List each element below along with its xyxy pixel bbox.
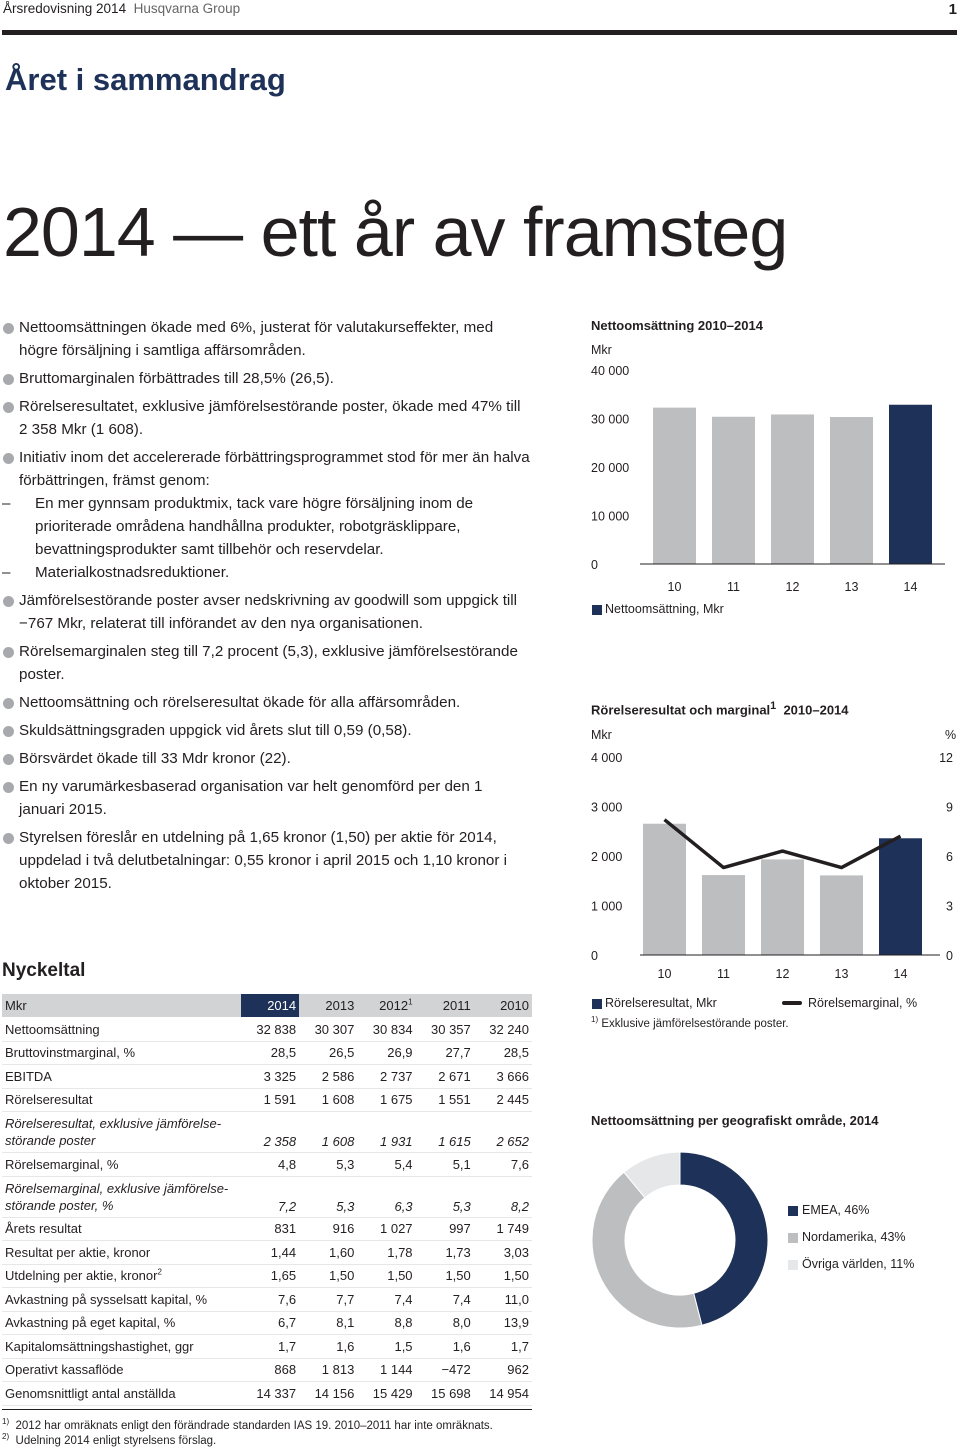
table-cell: 5,4	[357, 1153, 415, 1177]
chart2-legend-bar-label: Rörelseresultat, Mkr	[605, 996, 717, 1010]
table-row-label: Resultat per aktie, kronor	[2, 1241, 241, 1265]
bullet-dot-icon	[3, 726, 14, 737]
chart3-legend-nordamerika: Nordamerika, 43%	[802, 1230, 906, 1244]
sub-bullet-group	[2, 492, 532, 584]
chart1-bar	[771, 414, 814, 564]
chart2-y2tick: 3	[946, 899, 953, 914]
table-row-label: Rörelseresultat	[2, 1088, 241, 1112]
chart1-legend-label: Nettoomsättning, Mkr	[605, 602, 724, 616]
table-cell: 1 591	[241, 1088, 299, 1112]
table-cell: 1 931	[357, 1112, 415, 1153]
table-cell: 1 749	[474, 1217, 532, 1241]
table-row-label: Avkastning på sysselsatt kapital, %	[2, 1288, 241, 1312]
table-cell: 1 615	[416, 1112, 474, 1153]
table-cell: 27,7	[416, 1041, 474, 1065]
chart1-bar	[889, 405, 932, 564]
table-cell: 1 144	[357, 1358, 415, 1382]
bullet-item: Nettoomsättningen ökade med 6%, justerat för valutakurseffekter, med högre försäljning i samtliga affärsområden.	[2, 316, 532, 362]
table-cell: 1 675	[357, 1088, 415, 1112]
chart2-ytick: 2 000	[591, 850, 623, 864]
bullet-item: Styrelsen föreslår en utdelning på 1,65 kronor (1,50) per aktie för 2014, uppdelad i två delutbetalningar: 0,55 kronor i april 2015 och 1,10 kronor i oktober 2015.	[2, 826, 532, 895]
table-cell: 30 357	[416, 1018, 474, 1042]
bullet-item: Bruttomarginalen förbättrades till 28,5% (26,5).	[2, 367, 532, 390]
table-row-label: Rörelsemarginal, exklusive jämförelse-störande poster, %	[2, 1176, 241, 1217]
table-cell: 1 551	[416, 1088, 474, 1112]
table-cell: 26,9	[357, 1041, 415, 1065]
chart1-title: Nettoomsättning 2010–2014	[591, 318, 763, 333]
table-row-label: Bruttovinstmarginal, %	[2, 1041, 241, 1065]
summary-bullets	[2, 316, 532, 900]
table-cell: 7,4	[357, 1288, 415, 1312]
chart3-legend-emea: EMEA, 46%	[802, 1203, 870, 1217]
table-cell: 1,60	[299, 1241, 357, 1265]
bullet-item: Nettoomsättning och rörelseresultat ökade för alla affärsområden.	[2, 691, 532, 714]
chart2-ytick: 4 000	[591, 751, 623, 765]
table-cell: 2 358	[241, 1112, 299, 1153]
chart1-ytick: 20 000	[591, 461, 630, 475]
table-row-label: Nettoomsättning	[2, 1018, 241, 1042]
table-row-label: Operativt kassaflöde	[2, 1358, 241, 1382]
chart3-svg	[590, 1150, 770, 1330]
table-cell: 26,5	[299, 1041, 357, 1065]
table-cell: 2 586	[299, 1065, 357, 1089]
chart1-bar	[653, 408, 696, 564]
table-cell: 14 337	[241, 1382, 299, 1406]
table-row	[2, 1018, 532, 1042]
table-cell: 32 240	[474, 1018, 532, 1042]
table-cell: 7,7	[299, 1288, 357, 1312]
table-row-label: Genomsnittligt antal anställda	[2, 1382, 241, 1406]
bullet-dot-icon	[3, 647, 14, 658]
table-cell: 1,50	[416, 1264, 474, 1288]
bullet-item: Initiativ inom det accelererade förbättringsprogrammet stod för mer än halva förbättringen, främst genom:	[2, 446, 532, 492]
table-cell: 13,9	[474, 1311, 532, 1335]
company-name: Husqvarna Group	[133, 1, 241, 16]
table-cell: 1,6	[299, 1335, 357, 1359]
table-row	[2, 1112, 532, 1153]
sub-bullet-item: – En mer gynnsam produktmix, tack vare högre försäljning inom de prioriterade områdena handhållna produkter, robotgräsklippare, bevattningsprodukter samt tillbehör och reservdelar.	[2, 492, 532, 561]
table-row	[2, 1288, 532, 1312]
chart1-ytick: 0	[591, 558, 598, 572]
table-cell: 8,1	[299, 1311, 357, 1335]
chart2-bar	[761, 859, 804, 955]
table-cell: 916	[299, 1217, 357, 1241]
table-cell: 30 307	[299, 1018, 357, 1042]
table-row	[2, 1065, 532, 1089]
table-cell: 1,50	[299, 1264, 357, 1288]
table-cell: 1,78	[357, 1241, 415, 1265]
chart1-xtick: 13	[844, 580, 859, 594]
table-header-year: 2013	[299, 994, 357, 1018]
dash-mark: –	[2, 564, 11, 581]
table-row	[2, 1041, 532, 1065]
table-cell: 1,65	[241, 1264, 299, 1288]
chart2-ylabel: Mkr	[591, 728, 612, 742]
table-header-row	[2, 994, 532, 1018]
table-cell: 5,3	[299, 1176, 357, 1217]
chart1-xtick: 12	[785, 580, 800, 594]
table-cell: 8,8	[357, 1311, 415, 1335]
chart3-legend-swatch-ovriga	[788, 1260, 798, 1270]
table-cell: 962	[474, 1358, 532, 1382]
table-row	[2, 1311, 532, 1335]
chart2-legend-line-swatch	[782, 1001, 802, 1005]
table-row-label: Avkastning på eget kapital, %	[2, 1311, 241, 1335]
table-row	[2, 1264, 532, 1288]
table-cell: 1,7	[474, 1335, 532, 1359]
table-header-label: Mkr	[2, 994, 241, 1018]
chart2-bar	[820, 875, 863, 955]
chart2-bar	[643, 824, 686, 955]
table-cell: 831	[241, 1217, 299, 1241]
table-cell: 28,5	[474, 1041, 532, 1065]
chart1-legend-swatch	[592, 605, 602, 615]
table-cell: 1,5	[357, 1335, 415, 1359]
chart2-legend-bar-swatch	[592, 999, 602, 1009]
chart1-ytick: 30 000	[591, 412, 630, 427]
table-cell: 3 325	[241, 1065, 299, 1089]
table-cell: 1 608	[299, 1112, 357, 1153]
chart2-xtick: 14	[893, 967, 908, 981]
chart1-xtick: 11	[727, 580, 740, 594]
chart2-y2tick: 6	[946, 850, 953, 864]
table-cell: 6,7	[241, 1311, 299, 1335]
chart1-ytick: 40 000	[591, 364, 630, 378]
chart2-svg	[585, 745, 960, 985]
table-cell: 28,5	[241, 1041, 299, 1065]
chart2-xtick: 12	[775, 967, 790, 981]
chart1-svg	[585, 360, 945, 600]
table-header-year: 2011	[416, 994, 474, 1018]
bullet-dot-icon	[3, 754, 14, 765]
table-row-label: Utdelning per aktie, kronor$^2$	[2, 1264, 241, 1288]
table-cell: 1 813	[299, 1358, 357, 1382]
table-cell: 3,03	[474, 1241, 532, 1265]
bullet-item: Börsvärdet ökade till 33 Mdr kronor (22).	[2, 747, 532, 770]
table-cell: 4,8	[241, 1153, 299, 1177]
table-cell: 2 671	[416, 1065, 474, 1089]
bullet-item: Jämförelsestörande poster avser nedskrivning av goodwill som uppgick till −767 Mkr, relaterat till införandet av den nya organisationen.	[2, 589, 532, 635]
table-cell: 5,1	[416, 1153, 474, 1177]
chart2-ytick: 3 000	[591, 800, 623, 815]
chart2-y2label: %	[945, 728, 957, 742]
table-cell: 1,6	[416, 1335, 474, 1359]
table-cell: 2 737	[357, 1065, 415, 1089]
table-cell: 2 652	[474, 1112, 532, 1153]
table-cell: 997	[416, 1217, 474, 1241]
chart3-legend-ovriga: Övriga världen, 11%	[802, 1257, 915, 1271]
chart2-y2tick: 9	[946, 800, 953, 815]
table-row	[2, 1358, 532, 1382]
table-cell: 5,3	[299, 1153, 357, 1177]
table-row	[2, 1176, 532, 1217]
document-title: Årsredovisning 2014 Husqvarna Group	[3, 1, 241, 16]
bullet-dot-icon	[3, 453, 14, 464]
table-row-label: Rörelsemarginal, %	[2, 1153, 241, 1177]
table-cell: 1,50	[357, 1264, 415, 1288]
sub-bullet-item: – Materialkostnadsreduktioner.	[2, 561, 532, 584]
table-cell: 2 445	[474, 1088, 532, 1112]
chart2-xtick: 13	[834, 967, 849, 981]
table-bottom-rule	[2, 1409, 532, 1410]
table-cell: 5,3	[416, 1176, 474, 1217]
table-cell: 868	[241, 1358, 299, 1382]
bullet-item: Skuldsättningsgraden uppgick vid årets slut till 0,59 (0,58).	[2, 719, 532, 742]
footnote-1: $^{1)}$ 2012 har omräknats enligt den förändrade standarden IAS 19. 2010–2011 har inte omräknats.	[2, 1417, 493, 1432]
bullet-dot-icon	[3, 596, 14, 607]
table-row	[2, 1335, 532, 1359]
page-number: 1	[948, 1, 957, 18]
table-row-label: EBITDA	[2, 1065, 241, 1089]
table-cell: 1 027	[357, 1217, 415, 1241]
table-cell: 7,4	[416, 1288, 474, 1312]
table-cell: 1,44	[241, 1241, 299, 1265]
bullet-dot-icon	[3, 698, 14, 709]
chart2-title: Rörelseresultat och marginal$^1$ 2010–2014	[591, 700, 849, 718]
bullet-dot-icon	[3, 782, 14, 793]
bullet-dot-icon	[3, 833, 14, 844]
bullet-dot-icon	[3, 374, 14, 385]
table-cell: 7,6	[241, 1288, 299, 1312]
table-row-label: Kapitalomsättningshastighet, ggr	[2, 1335, 241, 1359]
chart3-title: Nettoomsättning per geografiskt område, 2014	[591, 1113, 879, 1128]
table-row	[2, 1241, 532, 1265]
bullet-item: En ny varumärkesbaserad organisation var helt genomförd per den 1 januari 2015.	[2, 775, 532, 821]
key-figures-title: Nyckeltal	[2, 960, 86, 981]
table-row	[2, 1217, 532, 1241]
table-cell: 1 608	[299, 1088, 357, 1112]
table-cell: 6,3	[357, 1176, 415, 1217]
headline: 2014 — ett år av framsteg	[3, 193, 788, 271]
table-row	[2, 1153, 532, 1177]
chart2-bar	[879, 838, 922, 955]
chart2-footnote: $^{1)}$ Exklusive jämförelsestörande poster.	[591, 1015, 789, 1030]
bullet-dot-icon	[3, 323, 14, 334]
chart2-y2tick: 0	[946, 949, 953, 963]
chart2-ytick: 0	[591, 949, 598, 963]
table-header-year: 2012$^1$	[357, 994, 415, 1018]
key-figures-table	[2, 994, 532, 1406]
table-row-label: Rörelseresultat, exklusive jämförelse-störande poster	[2, 1112, 241, 1153]
bullet-dot-icon	[3, 402, 14, 413]
table-cell: 7,2	[241, 1176, 299, 1217]
table-header-year: 2014	[241, 994, 299, 1018]
table-cell: 14 954	[474, 1382, 532, 1406]
table-cell: 8,2	[474, 1176, 532, 1217]
chart1-ytick: 10 000	[591, 509, 630, 524]
chart2-legend-line-label: Rörelsemarginal, %	[808, 996, 918, 1010]
table-row-label: Årets resultat	[2, 1217, 241, 1241]
chart2-y2tick: 12	[939, 751, 953, 765]
table-cell: 15 698	[416, 1382, 474, 1406]
chart1-xtick: 14	[903, 580, 918, 594]
table-cell: 3 666	[474, 1065, 532, 1089]
table-header-year: 2010	[474, 994, 532, 1018]
section-title: Året i sammandrag	[5, 62, 286, 97]
dash-mark: –	[2, 495, 11, 512]
table-cell: 1,7	[241, 1335, 299, 1359]
table-row	[2, 1088, 532, 1112]
chart3-legend-swatch-nordamerika	[788, 1233, 798, 1243]
table-cell: 11,0	[474, 1288, 532, 1312]
table-cell: 15 429	[357, 1382, 415, 1406]
chart2-ytick: 1 000	[591, 899, 623, 914]
table-cell: 14 156	[299, 1382, 357, 1406]
bullet-item: Rörelsemarginalen steg till 7,2 procent (5,3), exklusive jämförelsestörande poster.	[2, 640, 532, 686]
table-cell: 8,0	[416, 1311, 474, 1335]
footnote-2: $^{2)}$ Udelning 2014 enligt styrelsens förslag.	[2, 1432, 217, 1447]
chart2-bar	[702, 875, 745, 955]
table-cell: 1,50	[474, 1264, 532, 1288]
table-row	[2, 1382, 532, 1406]
table-cell: 1,73	[416, 1241, 474, 1265]
chart1-bar	[712, 417, 755, 564]
header-rule	[2, 30, 957, 35]
chart3-legend-swatch-emea	[788, 1206, 798, 1216]
page-header	[3, 0, 957, 24]
table-cell: 30 834	[357, 1018, 415, 1042]
chart1-ylabel: Mkr	[591, 343, 612, 357]
chart2-xtick: 11	[717, 967, 730, 981]
table-cell: −472	[416, 1358, 474, 1382]
table-cell: 7,6	[474, 1153, 532, 1177]
chart1-bar	[830, 417, 873, 564]
table-cell: 32 838	[241, 1018, 299, 1042]
chart2-xtick: 10	[657, 967, 672, 981]
bullet-item: Rörelseresultatet, exklusive jämförelsestörande poster, ökade med 47% till 2 358 Mkr (1 608).	[2, 395, 532, 441]
chart1-xtick: 10	[667, 580, 682, 594]
